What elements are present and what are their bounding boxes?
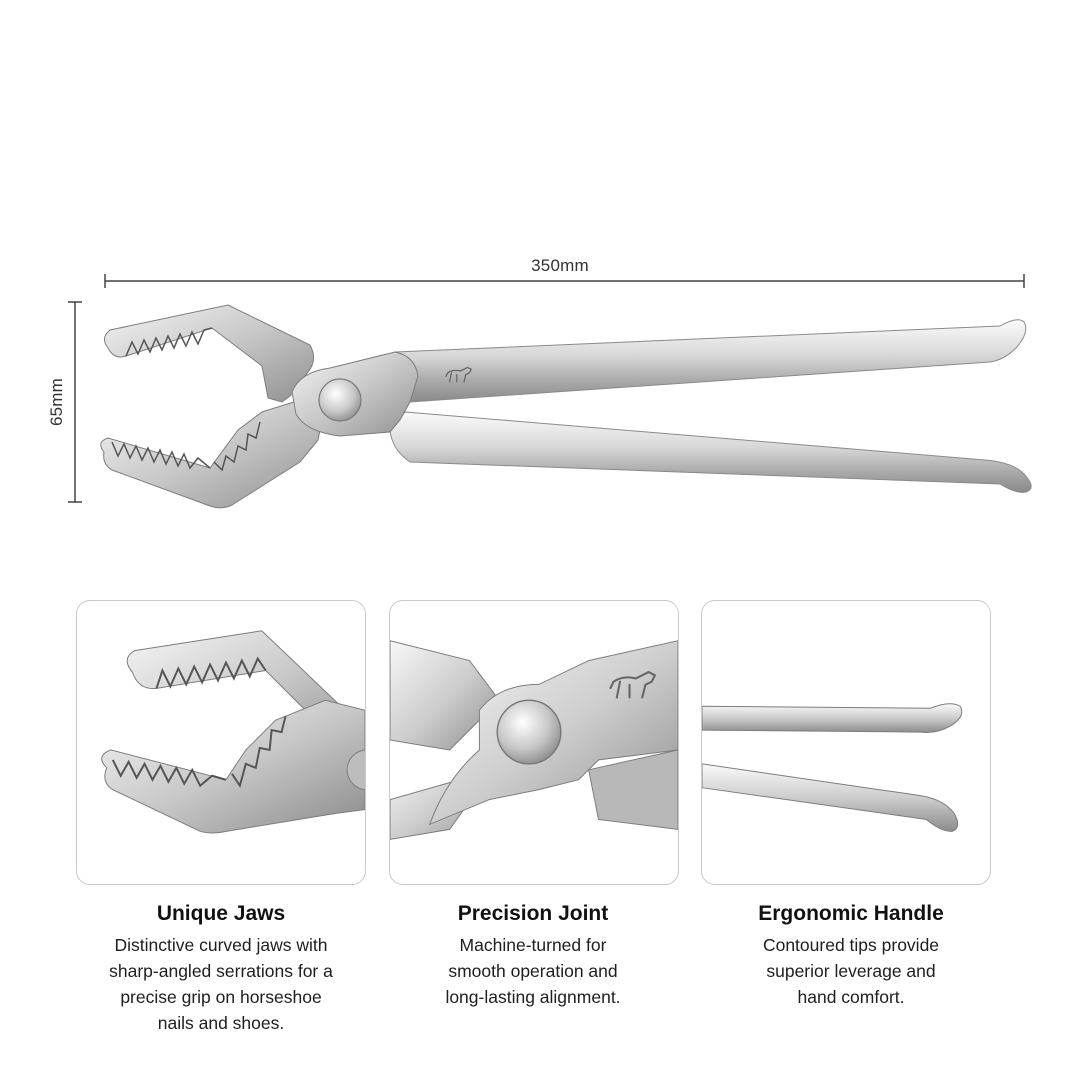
feature-line: nails and shoes. xyxy=(157,1013,285,1033)
height-dimension-label: 65mm xyxy=(47,377,66,427)
feature-title: Precision Joint xyxy=(457,902,609,925)
jaws-closeup-image xyxy=(77,601,365,884)
lower-handle xyxy=(390,412,1031,492)
joint-body xyxy=(292,352,418,436)
horse-icon xyxy=(446,367,471,381)
joint-detail-card xyxy=(389,600,679,885)
feature-description xyxy=(66,932,376,1036)
length-dimension-label: 350mm xyxy=(531,256,589,275)
feature-line: hand comfort. xyxy=(797,987,905,1007)
feature-line: superior leverage and xyxy=(766,961,936,981)
height-dimension-line xyxy=(68,302,82,502)
feature-description xyxy=(696,932,1006,1010)
feature-title: Ergonomic Handle xyxy=(758,902,944,925)
feature-line: Machine-turned for xyxy=(459,935,607,955)
feature-ergonomic-handle xyxy=(696,902,1006,1010)
handle-closeup-image xyxy=(702,601,990,884)
jaws-detail-card xyxy=(76,600,366,885)
joint-closeup-image xyxy=(390,601,678,884)
feature-line: sharp-angled serrations for a xyxy=(109,961,333,981)
upper-jaw xyxy=(104,305,313,402)
feature-unique-jaws xyxy=(66,902,376,1036)
upper-handle xyxy=(395,320,1026,402)
feature-line: Distinctive curved jaws with xyxy=(114,935,328,955)
handle-detail-card xyxy=(701,600,991,885)
feature-precision-joint xyxy=(378,902,688,1010)
feature-description xyxy=(378,932,688,1010)
pivot-rivet xyxy=(319,379,361,421)
feature-line: Contoured tips provide xyxy=(762,935,940,955)
length-dimension-line xyxy=(105,274,1024,288)
feature-title: Unique Jaws xyxy=(156,902,286,925)
feature-line: precise grip on horseshoe xyxy=(120,987,322,1007)
lower-jaw xyxy=(101,400,322,508)
feature-line: long-lasting alignment. xyxy=(445,987,621,1007)
feature-line: smooth operation and xyxy=(448,961,618,981)
